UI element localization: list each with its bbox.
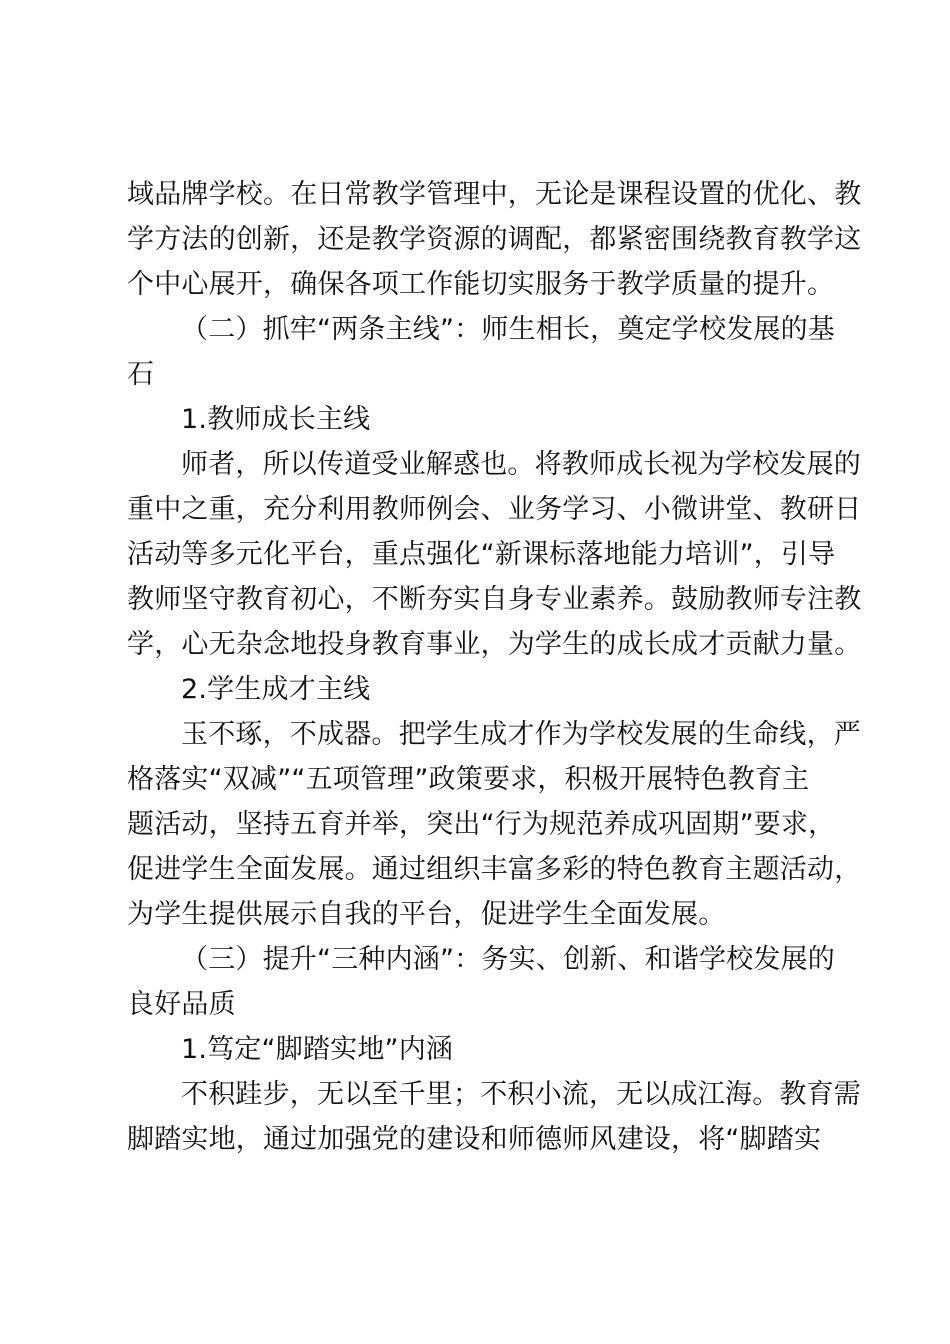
subsection-heading: 2.学生成才主线	[181, 674, 371, 705]
document-body	[127, 172, 862, 1162]
text-line: 重中之重，充分利用教师例会、业务学习、小微讲堂、教研日	[127, 494, 862, 525]
text-line: 师者，所以传道受业解惑也。将教师成长视为学校发展的	[181, 449, 861, 480]
text-line: 学，心无杂念地投身教育事业，为学生的成长成才贡献力量。	[127, 629, 862, 660]
text-line: 活动等多元化平台，重点强化“新课标落地能力培训”，引导	[127, 539, 836, 570]
subsection-heading: 1.教师成长主线	[181, 404, 371, 435]
subsection-heading: 1.笃定“脚踏实地”内涵	[181, 1034, 454, 1065]
text-line: 格落实“双减”“五项管理”政策要求，积极开展特色教育主	[127, 764, 810, 795]
text-line: 脚踏实地，通过加强党的建设和师德师风建设，将“脚踏实	[127, 1124, 822, 1155]
section-heading-continuation: 良好品质	[127, 989, 236, 1020]
text-line: 个中心展开，确保各项工作能切实服务于教学质量的提升。	[127, 269, 835, 300]
text-line: 为学生提供展示自我的平台，促进学生全面发展。	[127, 899, 726, 930]
text-line: 玉不琢，不成器。把学生成才作为学校发展的生命线，严	[181, 719, 861, 750]
text-line: 域品牌学校。在日常教学管理中，无论是课程设置的优化、教	[127, 179, 862, 210]
text-line: 不积跬步，无以至千里；不积小流，无以成江海。教育需	[181, 1079, 861, 1110]
section-heading: （二）抓牢“两条主线”：师生相长，奠定学校发展的基	[181, 314, 835, 345]
text-line: 教师坚守教育初心，不断夯实自身专业素养。鼓励教师专注教	[127, 584, 862, 615]
text-line: 学方法的创新，还是教学资源的调配，都紧密围绕教育教学这	[127, 224, 862, 255]
section-heading: （三）提升“三种内涵”：务实、创新、和谐学校发展的	[181, 944, 835, 975]
text-line: 题活动，坚持五育并举，突出“行为规范养成巩固期”要求，	[127, 809, 836, 840]
text-line: 促进学生全面发展。通过组织丰富多彩的特色教育主题活动，	[127, 854, 862, 885]
section-heading-continuation: 石	[127, 359, 155, 390]
